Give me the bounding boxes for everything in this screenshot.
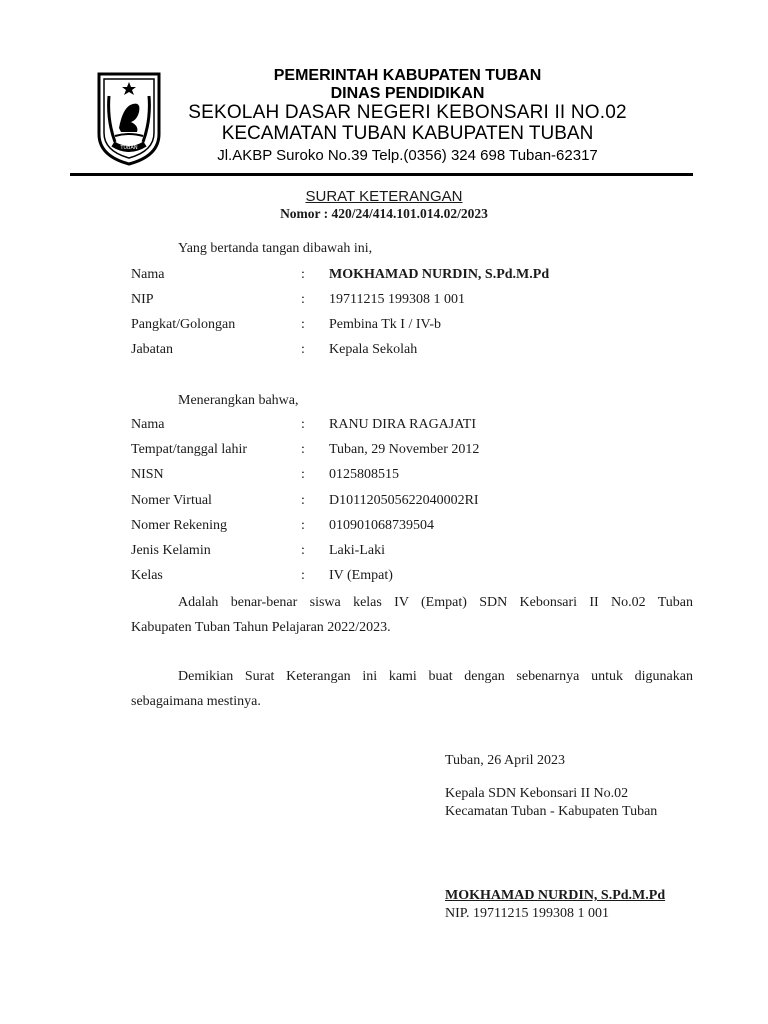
signature-position-line-1: Kepala SDN Kebonsari II No.02 (445, 786, 629, 801)
signature-nip: NIP. 19711215 199308 1 001 (445, 906, 609, 921)
closing-paragraph (131, 664, 693, 714)
subject-intro: Menerangkan bahwa, (178, 393, 299, 408)
signer-row-name (131, 266, 691, 284)
field-label: Jabatan (131, 342, 173, 357)
field-colon: : (301, 543, 305, 558)
field-colon: : (301, 292, 305, 307)
subject-row-account-number (131, 517, 691, 535)
statement-paragraph (131, 590, 693, 640)
signer-row-position (131, 341, 691, 359)
field-value: Laki-Laki (329, 543, 385, 558)
letterhead (170, 67, 645, 165)
letterhead-school: SEKOLAH DASAR NEGERI KEBONSARI II NO.02 (188, 102, 627, 123)
field-colon: : (301, 493, 305, 508)
document-number: Nomor : 420/24/414.101.014.02/2023 (280, 206, 488, 221)
field-value: Kepala Sekolah (329, 342, 418, 357)
field-value: RANU DIRA RAGAJATI (329, 417, 477, 432)
subject-row-virtual-number (131, 492, 691, 510)
field-label: Pangkat/Golongan (131, 317, 236, 332)
field-label: Nomer Virtual (131, 493, 212, 508)
letterhead-department: DINAS PENDIDIKAN (330, 85, 485, 102)
field-value: D101120505622040002RI (329, 493, 479, 508)
letterhead-divider (70, 173, 693, 176)
field-colon: : (301, 342, 305, 357)
field-label: Kelas (131, 568, 163, 583)
letterhead-district: KECAMATAN TUBAN KABUPATEN TUBAN (221, 123, 594, 144)
field-colon: : (301, 442, 305, 457)
closing-line-1: Demikian Surat Keterangan ini kami buat dengan sebenarnya untuk digunakan (178, 669, 693, 684)
subject-row-class (131, 567, 691, 585)
field-colon: : (301, 467, 305, 482)
letterhead-address: Jl.AKBP Suroko No.39 Telp.(0356) 324 698 Tuban-62317 (217, 147, 598, 164)
letterhead-government: PEMERINTAH KABUPATEN TUBAN (273, 67, 542, 84)
field-colon: : (301, 417, 305, 432)
field-value: 19711215 199308 1 001 (329, 292, 465, 307)
signature-name: MOKHAMAD NURDIN, S.Pd.M.Pd (445, 888, 666, 903)
field-value: MOKHAMAD NURDIN, S.Pd.M.Pd (329, 267, 550, 282)
field-colon: : (301, 568, 305, 583)
field-colon: : (301, 518, 305, 533)
field-colon: : (301, 267, 305, 282)
signer-intro: Yang bertanda tangan dibawah ini, (178, 241, 373, 256)
subject-row-birth (131, 441, 691, 459)
field-value: Tuban, 29 November 2012 (329, 442, 480, 457)
field-label: NIP (131, 292, 154, 307)
field-colon: : (301, 317, 305, 332)
signer-row-rank (131, 316, 691, 334)
signature-position-line-2: Kecamatan Tuban - Kabupaten Tuban (445, 804, 658, 819)
signer-row-nip (131, 291, 691, 309)
subject-row-gender (131, 542, 691, 560)
field-label: Tempat/tanggal lahir (131, 442, 248, 457)
subject-row-name (131, 416, 691, 434)
field-value: Pembina Tk I / IV-b (329, 317, 441, 332)
tuban-regency-logo (93, 70, 165, 166)
field-label: NISN (131, 467, 164, 482)
statement-line-1: Adalah benar-benar siswa kelas IV (Empat) SDN Kebonsari II No.02 Tuban (178, 595, 693, 610)
field-label: Jenis Kelamin (131, 543, 211, 558)
subject-row-nisn (131, 466, 691, 484)
statement-line-2: Kabupaten Tuban Tahun Pelajaran 2022/2023. (131, 620, 391, 635)
closing-line-2: sebagaimana mestinya. (131, 694, 261, 709)
field-label: Nomer Rekening (131, 518, 228, 533)
field-label: Nama (131, 267, 165, 282)
field-value: 010901068739504 (329, 518, 434, 533)
svg-text:TUBAN: TUBAN (120, 145, 138, 151)
field-value: IV (Empat) (329, 568, 393, 583)
signature-place-date: Tuban, 26 April 2023 (445, 753, 566, 768)
field-label: Nama (131, 417, 165, 432)
document-title: SURAT KETERANGAN (305, 188, 463, 205)
field-value: 0125808515 (329, 467, 399, 482)
